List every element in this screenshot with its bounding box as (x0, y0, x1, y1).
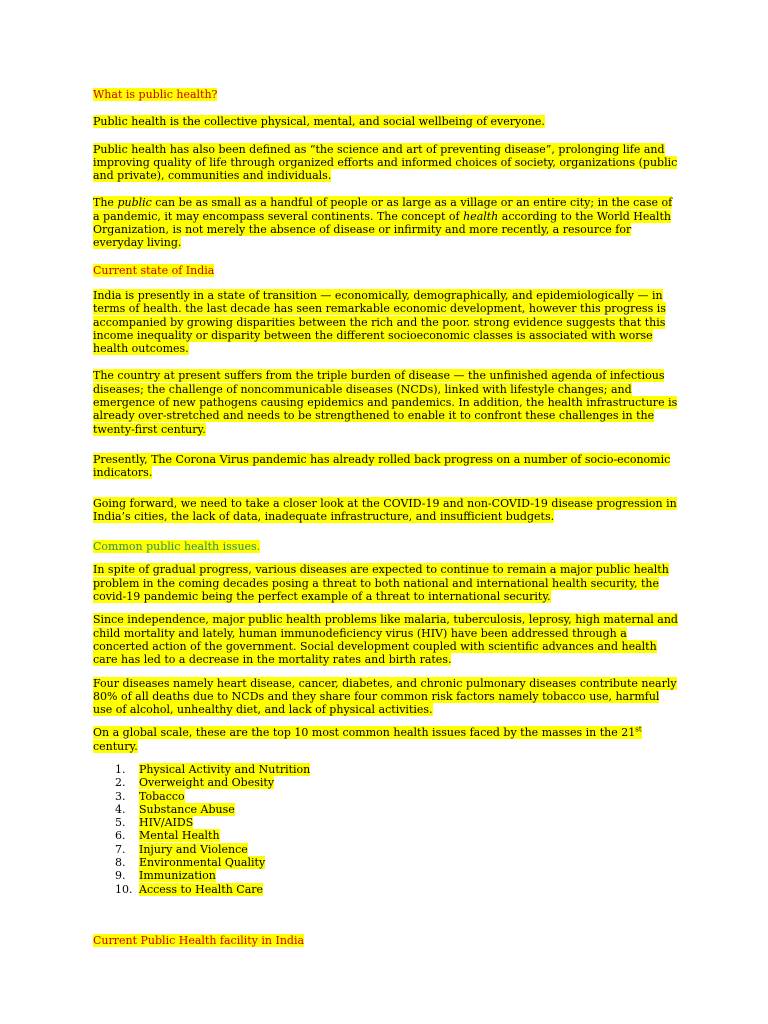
common-health-issues-list (93, 763, 678, 896)
list-item-number: 3. (115, 789, 126, 803)
list-item-text: Physical Activity and Nutrition (139, 762, 311, 776)
list-item-text: Mental Health (139, 829, 220, 843)
paragraph-transition: India is presently in a state of transition — economically, demographically, and epidemiologically — in terms of health. the last decade has seen remarkable economic development, however this progress is accompanied by growing disparities between the rich and the poor. strong evidence suggests that this income inequality or disparity between the different socioeconomic classes is associated with worse health outcomes. (93, 288, 666, 356)
paragraph-triple-burden: The country at present suffers from the triple burden of disease — the unfinished agenda of infectious diseases; the challenge of noncommunicable diseases (NCDs), linked with lifestyle changes; and emergence of new pathogens causing epidemics and pandemics. In addition, the health infrastructure is already over-stretched and needs to be strengthened to enable it to confront these challenges in the twenty-first century. (93, 369, 678, 436)
list-item-text: Overweight and Obesity (139, 776, 275, 790)
paragraph-since-independence: Since independence, major public health problems like malaria, tuberculosis, leprosy, high maternal and child mortality and lately, human immunodeficiency virus (HIV) have been addressed through a concerted action of the government. Social development coupled with scientific advances and health care has led to a decrease in the mortality rates and birth rates. (93, 613, 678, 667)
heading-current-state-of-india: Current state of India (93, 263, 215, 277)
list-item (93, 829, 678, 842)
list-item (93, 856, 678, 869)
list-item-text: Access to Health Care (139, 882, 264, 896)
list-item (93, 816, 678, 829)
list-item-number: 10. (115, 882, 133, 896)
list-item-number: 2. (115, 776, 126, 790)
list-item-number: 7. (115, 842, 126, 856)
list-item (93, 790, 678, 803)
list-item (93, 776, 678, 789)
paragraph-corona-virus: Presently, The Corona Virus pandemic has already rolled back progress on a number of socio-economic indicators. (93, 452, 671, 480)
heading-common-public-health-issues: Common public health issues. (93, 540, 261, 554)
list-item-text: Immunization (139, 869, 216, 883)
paragraph-going-forward: Going forward, we need to take a closer look at the COVID-19 and non-COVID-19 disease progression in India’s cities, the lack of data, inadequate infrastructure, and insufficient budgets. (93, 496, 677, 523)
paragraph-global-scale: On a global scale, these are the top 10 most common health issues faced by the masses in the 21st century. (93, 725, 642, 753)
list-item-number: 4. (115, 802, 126, 816)
heading-current-public-health-facility: Current Public Health facility in India (93, 933, 305, 947)
list-item-number: 1. (115, 762, 126, 776)
list-item-text: Environmental Quality (139, 856, 266, 870)
list-item-number: 6. (115, 829, 126, 843)
list-item-text: Tobacco (139, 789, 185, 803)
list-item (93, 869, 678, 882)
paragraph-gradual-progress: In spite of gradual progress, various diseases are expected to continue to remain a major public health problem in the coming decades posing a threat to both national and international health security, the covid-19 pandemic being the perfect example of a threat to international security. (93, 563, 669, 604)
list-item-number: 5. (115, 816, 126, 830)
list-item-text: Injury and Violence (139, 842, 248, 856)
paragraph-public-scope: The public can be as small as a handful of people or as large as a village or an entire city; in the case of a pandemic, it may encompass several continents. The concept of health according to the World Health Organization, is not merely the absence of disease or infirmity and more recently, a resource for everyday living. (93, 196, 673, 250)
list-item-number: 9. (115, 869, 126, 883)
list-item (93, 843, 678, 856)
list-item (93, 803, 678, 816)
paragraph-science-and-art: Public health has also been defined as “the science and art of preventing disease”, prolonging life and improving quality of life through organized efforts and informed choices of society, organizations (public and private), communities and individuals. (93, 142, 678, 183)
list-item (93, 883, 678, 896)
heading-what-is-public-health: What is public health? (93, 88, 218, 101)
list-item (93, 763, 678, 776)
paragraph-four-diseases: Four diseases namely heart disease, cancer, diabetes, and chronic pulmonary diseases contribute nearly 80% of all deaths due to NCDs and they share four common risk factors namely tobacco use, harmful use of alcohol, unhealthy diet, and lack of physical activities. (93, 676, 677, 717)
list-item-text: Substance Abuse (139, 802, 235, 816)
document-body (93, 85, 678, 947)
list-item-number: 8. (115, 856, 126, 870)
paragraph-definition: Public health is the collective physical, mental, and social wellbeing of everyone. (93, 115, 545, 129)
list-item-text: HIV/AIDS (139, 816, 194, 830)
